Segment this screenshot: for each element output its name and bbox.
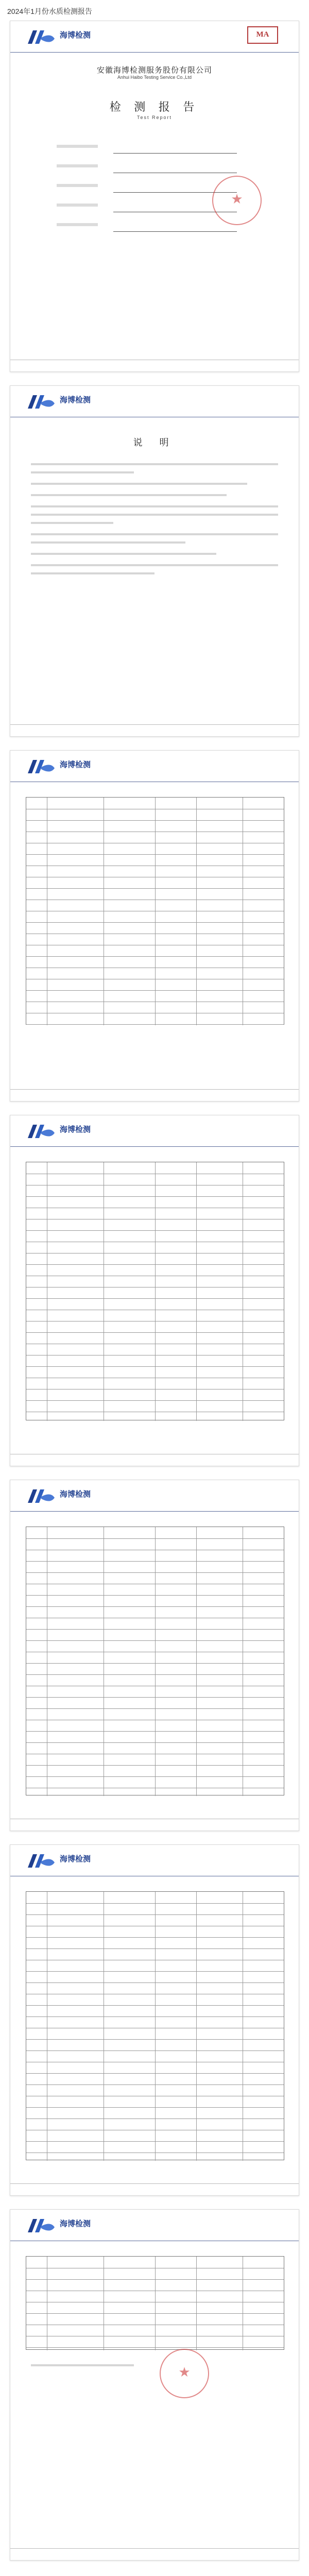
report-final-page bbox=[10, 2209, 299, 2561]
page-footer bbox=[10, 360, 299, 371]
results-table bbox=[26, 1162, 284, 1420]
hb-logo-icon bbox=[26, 2217, 57, 2234]
results-table bbox=[26, 797, 284, 1025]
page-footer bbox=[10, 724, 299, 736]
report-data-page bbox=[10, 1844, 299, 2196]
page-header bbox=[10, 751, 299, 782]
report-title-en: Test Report bbox=[136, 115, 173, 120]
instructions-heading: 说 明 bbox=[133, 437, 176, 448]
text-line bbox=[31, 541, 185, 544]
table-column-line bbox=[196, 798, 197, 1025]
table-column-line bbox=[155, 1892, 156, 2161]
ma-accreditation-mark: MA bbox=[247, 26, 278, 44]
results-table bbox=[26, 2256, 284, 2350]
company-name-cn: 安徽海博检测服务股份有限公司 bbox=[96, 66, 212, 75]
report-data-page bbox=[10, 750, 299, 1101]
table-column-line bbox=[196, 1892, 197, 2161]
page-footer bbox=[10, 1089, 299, 1101]
company-logo bbox=[26, 758, 103, 775]
company-name-en: Anhui Haibo Testing Service Co.,Ltd bbox=[117, 75, 192, 80]
page-header bbox=[10, 386, 299, 417]
results-table bbox=[26, 1527, 284, 1795]
hb-logo-icon bbox=[26, 1487, 57, 1505]
hb-logo-icon bbox=[26, 758, 57, 775]
official-seal-stamp bbox=[160, 2349, 209, 2398]
company-logo bbox=[26, 1852, 103, 1870]
logo-text: 海博检测 bbox=[60, 31, 91, 40]
hb-logo-icon bbox=[26, 28, 57, 46]
results-table bbox=[26, 1891, 284, 2160]
company-logo bbox=[26, 1487, 103, 1505]
logo-text: 海博检测 bbox=[60, 760, 91, 769]
text-line bbox=[31, 505, 278, 507]
logo-text: 海博检测 bbox=[60, 2219, 91, 2228]
company-logo bbox=[26, 393, 103, 411]
report-data-page bbox=[10, 1480, 299, 1831]
table-column-line bbox=[196, 1162, 197, 1421]
document-pages[interactable] bbox=[0, 21, 309, 2574]
table-column-line bbox=[155, 1162, 156, 1421]
official-seal-stamp bbox=[212, 176, 262, 225]
table-column-line bbox=[196, 1527, 197, 1796]
page-header bbox=[10, 2210, 299, 2241]
text-line bbox=[31, 553, 216, 555]
text-line bbox=[31, 483, 247, 485]
hb-logo-icon bbox=[26, 393, 57, 411]
hb-logo-icon bbox=[26, 1123, 57, 1140]
table-column-line bbox=[155, 1527, 156, 1796]
report-title: 检 测 报 告 bbox=[109, 100, 200, 113]
report-data-page bbox=[10, 1115, 299, 1466]
company-logo bbox=[26, 28, 103, 46]
hb-logo-icon bbox=[26, 1852, 57, 1870]
page-footer bbox=[10, 2183, 299, 2195]
logo-text: 海博检测 bbox=[60, 1855, 91, 1863]
page-header bbox=[10, 1480, 299, 1512]
table-column-line bbox=[155, 2257, 156, 2350]
text-line bbox=[31, 494, 227, 496]
table-column-line bbox=[196, 2257, 197, 2350]
text-line bbox=[31, 572, 154, 574]
text-line bbox=[31, 463, 278, 465]
text-line bbox=[31, 514, 278, 516]
logo-text: 海博检测 bbox=[60, 1490, 91, 1499]
logo-text: 海博检测 bbox=[60, 396, 91, 404]
page-footer bbox=[10, 2548, 299, 2560]
cover-field-row bbox=[57, 145, 252, 156]
page-header bbox=[10, 1115, 299, 1147]
article-title: 2024年1月份水质检测报告 bbox=[7, 7, 92, 15]
table-column-line bbox=[155, 798, 156, 1025]
page-footer bbox=[10, 1454, 299, 1466]
report-cover-page bbox=[10, 21, 299, 372]
company-logo bbox=[26, 1123, 103, 1140]
text-line bbox=[31, 2364, 134, 2366]
text-line bbox=[31, 471, 134, 473]
cover-field-row bbox=[57, 164, 252, 176]
text-line bbox=[31, 522, 113, 524]
logo-text: 海博检测 bbox=[60, 1125, 91, 1134]
company-logo bbox=[26, 2217, 103, 2234]
page-footer bbox=[10, 1819, 299, 1831]
page-header bbox=[10, 21, 299, 53]
report-instructions-page bbox=[10, 385, 299, 737]
cover-field-row bbox=[57, 223, 252, 234]
text-line bbox=[31, 564, 278, 566]
text-line bbox=[31, 533, 278, 535]
page-header bbox=[10, 1845, 299, 1876]
